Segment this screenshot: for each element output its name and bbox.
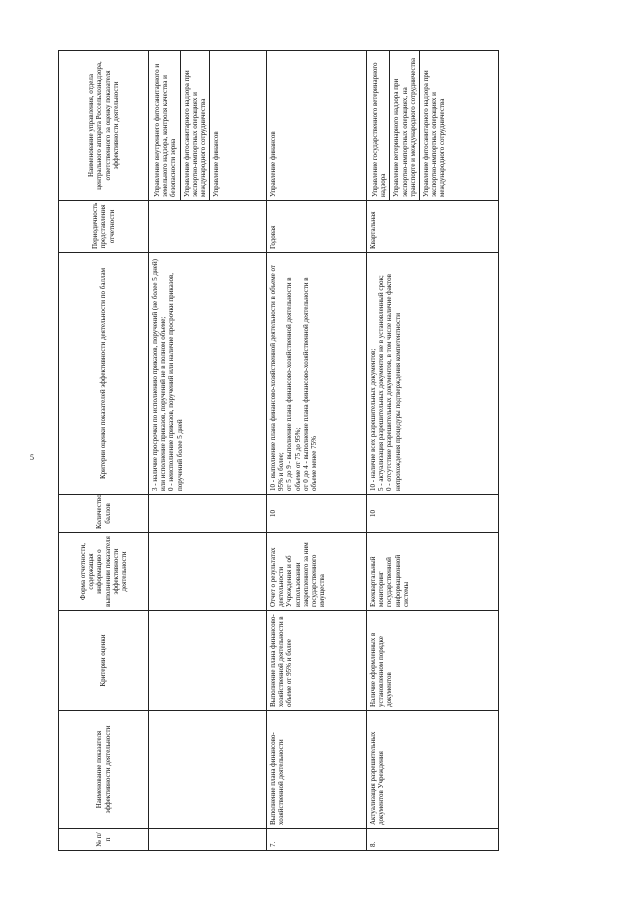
header-score-criteria: Критерии оценки показателей эффективности деятельности по баллам	[59, 253, 149, 495]
cell-indicator: Выполнение плана финансово-хозяйственной деятельности	[267, 711, 367, 829]
cell-criterion: Выполнение плана финансово-хозяйственной деятельности в объеме от 95% и более	[267, 611, 367, 711]
cell-score-criteria: 3 - наличие просрочки по исполнению приказов, поручений (не более 5 дней) или исполнение приказов, поручений не в полном объеме; 0 - неисполнение приказов, поручений или наличие просрочки приказов, поручений более 5 дней	[149, 253, 267, 495]
cell-report-form: Ежеквартальный мониторинг государственной информационной системы	[367, 533, 499, 611]
cell-indicator: Актуализация разрешительных документов Учреждения	[367, 711, 499, 829]
rotated-table-wrapper	[58, 51, 498, 851]
cell-num: 7.	[267, 829, 367, 851]
cell-period	[149, 201, 267, 253]
cell-points	[149, 495, 267, 533]
department-item: Управление государственного ветеринарного надзора	[371, 62, 388, 197]
cell-points: 10	[267, 495, 367, 533]
header-department: Наименование управления, отдела центрального аппарата Россельхознадзора, ответственного за оценку показателя эффективности деятельности	[59, 51, 149, 201]
header-points: Количество баллов	[59, 495, 149, 533]
cell-points: 10	[367, 495, 499, 533]
cell-period: Квартальная	[367, 201, 499, 253]
department-item: Управление внутреннего фитосанитарного и земельного надзора, контроля качества и безопасности зерна	[153, 63, 178, 197]
header-report-form: Форма отчетности, содержащая информацию о выполнении показателя эффективности деятельности	[59, 533, 149, 611]
department-item: Управление фитосанитарного надзора при экспортно-импортных операциях и международного сотрудничества	[419, 51, 449, 200]
cell-report-form	[149, 533, 267, 611]
cell-departments: Управление финансов	[267, 51, 367, 201]
cell-departments	[149, 51, 267, 201]
indicators-table	[58, 50, 499, 851]
cell-num: 8.	[367, 829, 499, 851]
page-number: 5	[30, 453, 34, 462]
header-period: Периодичность представления отчетности	[59, 201, 149, 253]
header-indicator: Наименование показателя эффективности деятельности	[59, 711, 149, 829]
table-row	[267, 51, 367, 851]
header-num: № п/п	[59, 829, 149, 851]
header-criterion: Критерии оценки	[59, 611, 149, 711]
cell-indicator	[149, 711, 267, 829]
cell-num	[149, 829, 267, 851]
table-row	[367, 51, 499, 851]
cell-departments	[367, 51, 499, 201]
cell-criterion: Наличие оформленных в установленном порядке документов	[367, 611, 499, 711]
department-item: Управление ветеринарного надзора при экспортно-импортных операциях, на транспорте и международного сотрудничества	[389, 51, 419, 200]
table-header-row	[59, 51, 149, 851]
cell-report-form: Отчет о результатах деятельности Учреждения и об использовании закрепленного за ним государственного имущества	[267, 533, 367, 611]
cell-period: Годовая	[267, 201, 367, 253]
department-item: Управление финансов	[209, 51, 222, 200]
table-row	[149, 51, 267, 851]
department-item: Управление фитосанитарного надзора при экспортно-импортных операциях и международного сотрудничества	[180, 51, 210, 200]
cell-score-criteria: 10 - наличие всех разрешительных документов; 5 - актуализация разрешительных документов не в установленный срок; 0 - отсутствие разрешительных документов, в том числе наличие фактов непрохождения процедуры подтверждения компетентности	[367, 253, 499, 495]
cell-score-criteria: 10 - выполнение плана финансово-хозяйственной деятельности в объеме от 95% и более; от 5 до 9 - выполнение плана финансово-хозяйственной деятельности в объеме от 75 до 95%; от 0 до 4 - выполнение плана финансово-хозяйственной деятельности в объеме менее 75%	[267, 253, 367, 495]
cell-criterion	[149, 611, 267, 711]
